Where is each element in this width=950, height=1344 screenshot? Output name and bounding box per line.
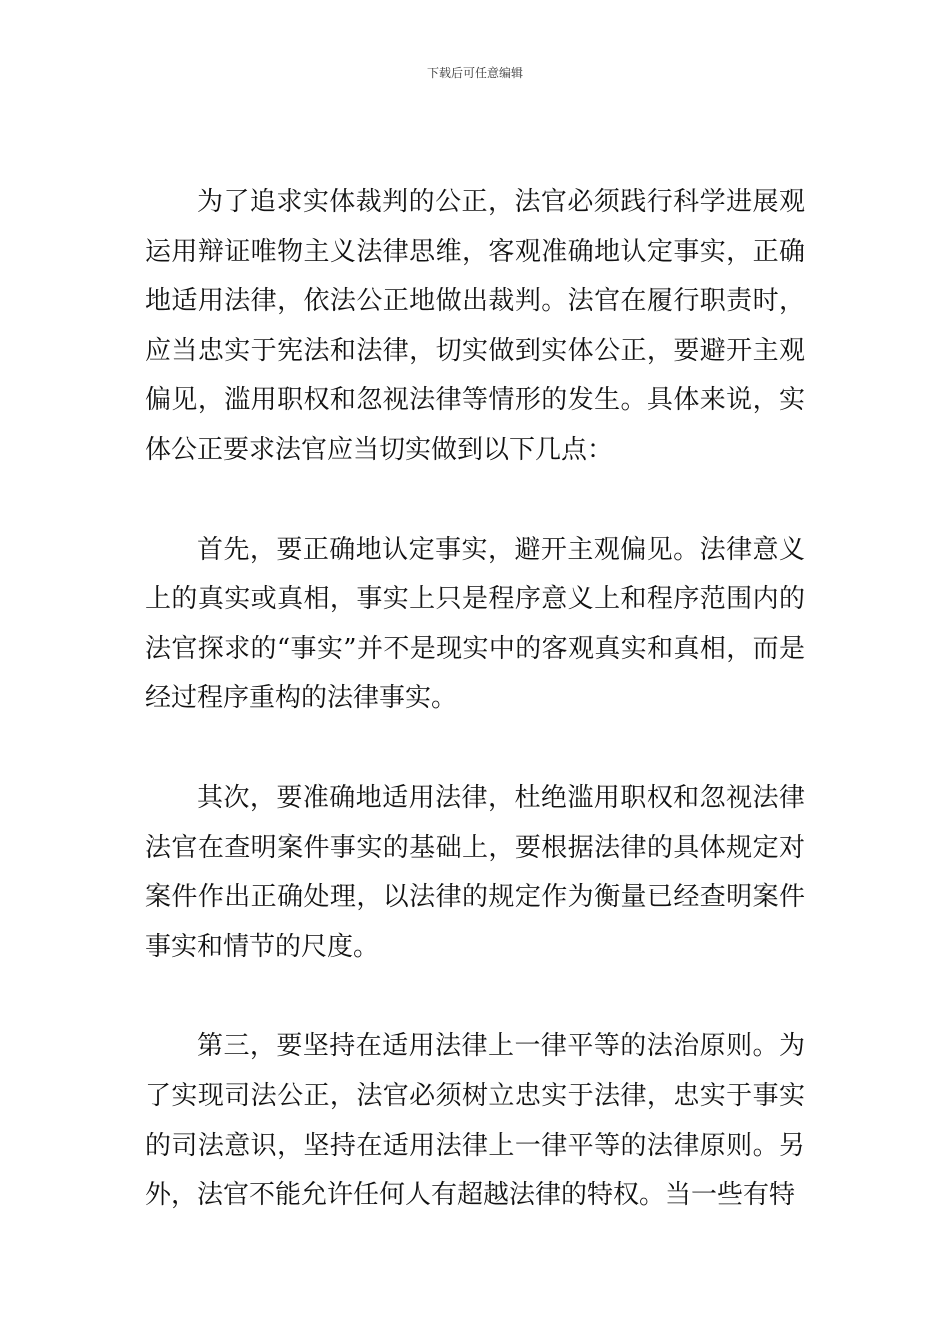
page-header: 下载后可任意编辑 [426, 66, 523, 80]
document-body [145, 178, 805, 1221]
paragraph-second-point: 其次，要准确地适用法律，杜绝滥用职权和忽视法律法官在查明案件事实的基础上，要根据法律的具体规定对案件作出正确处理，以法律的规定作为衡量已经查明案件事实和情节的尺度。 [145, 782, 805, 962]
paragraph-intro: 为了追求实体裁判的公正，法官必须践行科学进展观运用辩证唯物主义法律思维，客观准确地认定事实，正确地适用法律，依法公正地做出裁判。法官在履行职责时，应当忠实于宪法和法律，切实做到实体公正，要避开主观偏见，滥用职权和忽视法律等情形的发生。具体来说，实体公正要求法官应当切实做到以下几点： [145, 187, 805, 465]
paragraph-third-point: 第三，要坚持在适用法律上一律平等的法治原则。为了实现司法公正，法官必须树立忠实于法律，忠实于事实的司法意识，坚持在适用法律上一律平等的法律原则。另外，法官不能允许任何人有超越法律的特权。当一些有特 [145, 1031, 805, 1211]
paragraph-first-point: 首先，要正确地认定事实，避开主观偏见。法律意义上的真实或真相，事实上只是程序意义上和程序范围内的法官探求的“事实”并不是现实中的客观真实和真相，而是经过程序重构的法律事实。 [145, 534, 805, 714]
